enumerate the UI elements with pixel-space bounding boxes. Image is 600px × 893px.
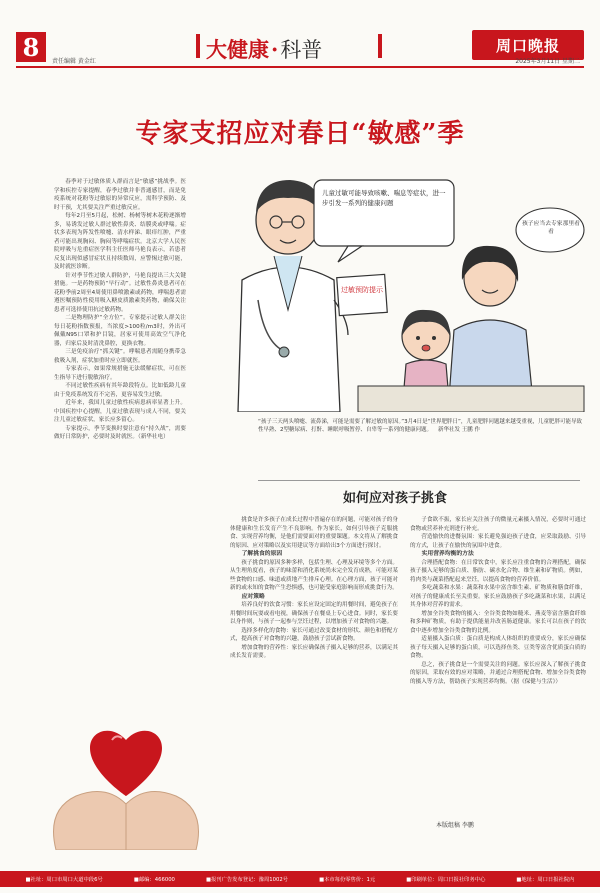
article-paragraph: 增加全谷类食物的摄入：全谷类食物如糙米、燕麦等富含膳食纤维和多种矿物质，有助于提供能量并改善肠道健康。家长可以在孩子的饮食中逐步增加全谷类食物的比例。 bbox=[410, 610, 586, 634]
article-paragraph: 二是物理防护“全方位”。专家提示过敏人群关注每日花粉指数预报，当浓度>100粒/m3时，外出可佩戴N95口罩和护目镜，居家可使用高效空气净化器，归家后及时清洗鼻腔，更换衣物。 bbox=[54, 315, 186, 347]
footer-item: ■本市每份零售价：1元 bbox=[319, 877, 376, 883]
article-paragraph: 三是免疫治疗“抓关键”。哮喘患者需随身携带急救吸入剂，症状加重时应立即就医。 bbox=[54, 349, 186, 364]
bubble-right-text: 孩子应当去专家那里看看 bbox=[522, 221, 580, 235]
article-paragraph: 不同过敏性疾病有其年龄段特点。比如低龄儿童由于免疫系统发育不完善，更容易发生过敏。 bbox=[54, 383, 186, 398]
article-paragraph: 子食欲不振，家长应关注孩子的微量元素摄入情况，必要时可通过食物或营养补充剂进行补充。 bbox=[410, 517, 586, 532]
article-paragraph: 选择多样化的食物：家长可通过改变食材的形状、颜色和搭配方式，提高孩子对食物的兴趣，鼓励孩子尝试新食物。 bbox=[230, 627, 398, 642]
caption-text: “孩子三天两头喷嚏、流鼻涕，可能是需要了解过敏的原因。”3月4日是“世界肥胖日”，儿童肥胖问题越来越受重视，儿童肥胖可能导致性早熟、2型糖尿病、打鼾、睡眠呼吸暂停、自卑等一系列的健康问题。 bbox=[258, 419, 582, 433]
header-divider-right bbox=[378, 34, 382, 58]
section-divider bbox=[258, 480, 580, 481]
article-paragraph: 挑食是许多孩子在成长过程中普遍存在的问题，可能对孩子的身体健康和生长发育产生不良影响。作为家长，如何引导孩子克服挑食、实现营养均衡，是他们需要面对的重要课题。本文将从了解挑食的原因、应对策略以及实用建议等方面给出3个方面进行探讨。 bbox=[230, 517, 398, 549]
article2-column-right bbox=[410, 516, 586, 686]
article-left-column bbox=[54, 178, 186, 442]
article-title: 专家支招应对春日“敏感”季 bbox=[135, 119, 465, 149]
page-footer bbox=[0, 871, 600, 887]
footer-item: ■地址：周口日报社院内 bbox=[516, 877, 575, 883]
page-number: 8 bbox=[16, 32, 46, 62]
article-paragraph: 针对季节性过敏人群防护，马艳良提出三大关键措施。一是药物预防“早行动”。过敏性鼻炎患者可在花粉季前2周至4周使用鼻喷激素或药物，哮喘患者需遵医嘱预防性使用吸入糖皮质激素类药物，确保关注患者可选择使用抗过敏药物。 bbox=[54, 272, 186, 313]
editor-line: 责任编辑 黄金红 bbox=[52, 58, 96, 65]
subsection-name: 科普 bbox=[280, 38, 323, 62]
article-paragraph: 孩子挑食的原因多种多样，包括生理、心理及环境等多个方面。从生理角度看，孩子的味蕾和消化系统尚未完全发育成熟，可能对某些食物的口感、味道或质地产生排斥心理。在心理方面，孩子可能对新的或未知的食物产生恐惧感，也可能受家庭影响而形成挑食行为。 bbox=[230, 559, 398, 591]
section-name: 大健康 bbox=[206, 37, 269, 62]
illustration-caption bbox=[258, 418, 582, 434]
section-title bbox=[206, 34, 322, 64]
article-paragraph: 专家表示，如果常规措施无法缓解症状，可在医生指导下进行脱敏治疗。 bbox=[54, 366, 186, 381]
caption-credit: 新华社发 王鹏 作 bbox=[438, 427, 481, 433]
article-paragraph: 营造愉快的进餐氛围：家长避免强迫孩子进食，应采取鼓励、引导的方式，让孩子在愉快的氛围中进食。 bbox=[410, 534, 586, 549]
bubble-main-text: 儿童过敏可能导致咳嗽、喘息等症状，进一步引发一系列的健康问题 bbox=[322, 189, 446, 207]
footer-item: ■邮编：466000 bbox=[133, 877, 175, 883]
article-paragraph: 总之，孩子挑食是一个需要关注的问题。家长应深入了解孩子挑食的原因，采取有效的应对策略，并通过合理搭配食物、增加全谷类食物的摄入等方法，帮助孩子实现营养均衡。（据《保健与生活》） bbox=[410, 661, 586, 685]
footer-item: ■社址：周口市周口大道中段6号 bbox=[25, 877, 103, 883]
article2-column-mid bbox=[230, 516, 398, 661]
article-subheading: 实用营养均衡的方法 bbox=[421, 551, 474, 557]
footer-item: ■报刊广告发布登记：豫周1002号 bbox=[205, 877, 289, 883]
footer-item: ■印刷单位：周口日报社印务中心 bbox=[406, 877, 486, 883]
article-paragraph: 合理搭配食物：在日常饮食中，家长应注重食物的合理搭配，确保孩子摄入足够的蛋白质、脂肪、碳水化合物、维生素和矿物质。例如，将肉类与蔬菜搭配起来烹饪，以提高食物的营养价值。 bbox=[410, 559, 586, 583]
section-dot: · bbox=[271, 37, 279, 62]
author-line: 本版组稿 李鹏 bbox=[436, 822, 474, 829]
article-paragraph: 增加食物的营养性：家长应确保孩子摄入足够的营养，以满足其成长发育需要。 bbox=[230, 644, 398, 659]
article-paragraph: 近年来，我国儿童过敏性疾病患病率显著上升。中国疾控中心提醒，儿童过敏表现与成人不同，要关注儿童过敏症状，家长应多留心。 bbox=[54, 400, 186, 423]
sign-text: 过敏预防提示 bbox=[341, 286, 383, 294]
header-divider-left bbox=[196, 34, 200, 58]
header-rule bbox=[16, 66, 584, 68]
newspaper-logo: 周口晚报 bbox=[472, 30, 584, 60]
article-paragraph: 多吃蔬菜和水果：蔬菜和水果中富含维生素、矿物质和膳食纤维，对孩子的健康成长至关重要。家长应鼓励孩子多吃蔬菜和水果，以满足其身体对营养的需求。 bbox=[410, 585, 586, 608]
cartoon-illustration bbox=[198, 150, 590, 412]
speech-bubble-right bbox=[516, 208, 584, 252]
article-paragraph: 每年2月至5月起，松树、杨树等树木花粉逐渐增多，易诱发过敏人群过敏性鼻炎、结膜炎或哮喘。症状多表现为阵发性喷嚏、清水样涕、眼痒红肿，严重者可能出现胸闷、胸闷等哮喘症状。北京大学人民医院呼吸与危重症医学科主任医师马艳良表示，若患者反复出现似感冒症状且持续数周，应警惕过敏可能，及时就医诊断。 bbox=[54, 213, 186, 270]
article-subheading: 了解挑食的原因 bbox=[241, 551, 283, 557]
article-paragraph: 培养良好的饮食习惯：家长应设定固定的用餐时间，避免孩子在用餐时间玩耍或看电视，确保孩子在餐桌上专心进食。同时，家长要以身作则，与孩子一起参与烹饪过程，以增加孩子对食物的兴趣。 bbox=[230, 602, 398, 625]
article-subheading: 应对策略 bbox=[241, 593, 265, 600]
sign-board bbox=[337, 274, 388, 315]
date-line: 2025年3月11日 星期二 bbox=[515, 58, 580, 65]
article-paragraph: 春季对于过敏体质人群而言是“敏感”挑战季。医学和疾控专家提醒，春季过敏并非普通感冒，而是免疫系统对花粉等过敏原的异常反应，需科学预防、及时干预，尤其要关注严重过敏反应。 bbox=[54, 179, 186, 211]
hands-heart-illustration bbox=[16, 700, 236, 850]
sub-article-title: 如何应对孩子挑食 bbox=[342, 491, 447, 506]
article-paragraph: 适量摄入蛋白质：蛋白质是构成人体组织的重要成分，家长应确保孩子每天摄入足够的蛋白质，可以选择鱼类、豆类等富含优质蛋白质的食物。 bbox=[410, 636, 586, 659]
article-paragraph: 专家提示，季节变换时要注意有“持久战”，需要做好日常防护，必要时及时就医。（新华社电） bbox=[54, 425, 186, 440]
